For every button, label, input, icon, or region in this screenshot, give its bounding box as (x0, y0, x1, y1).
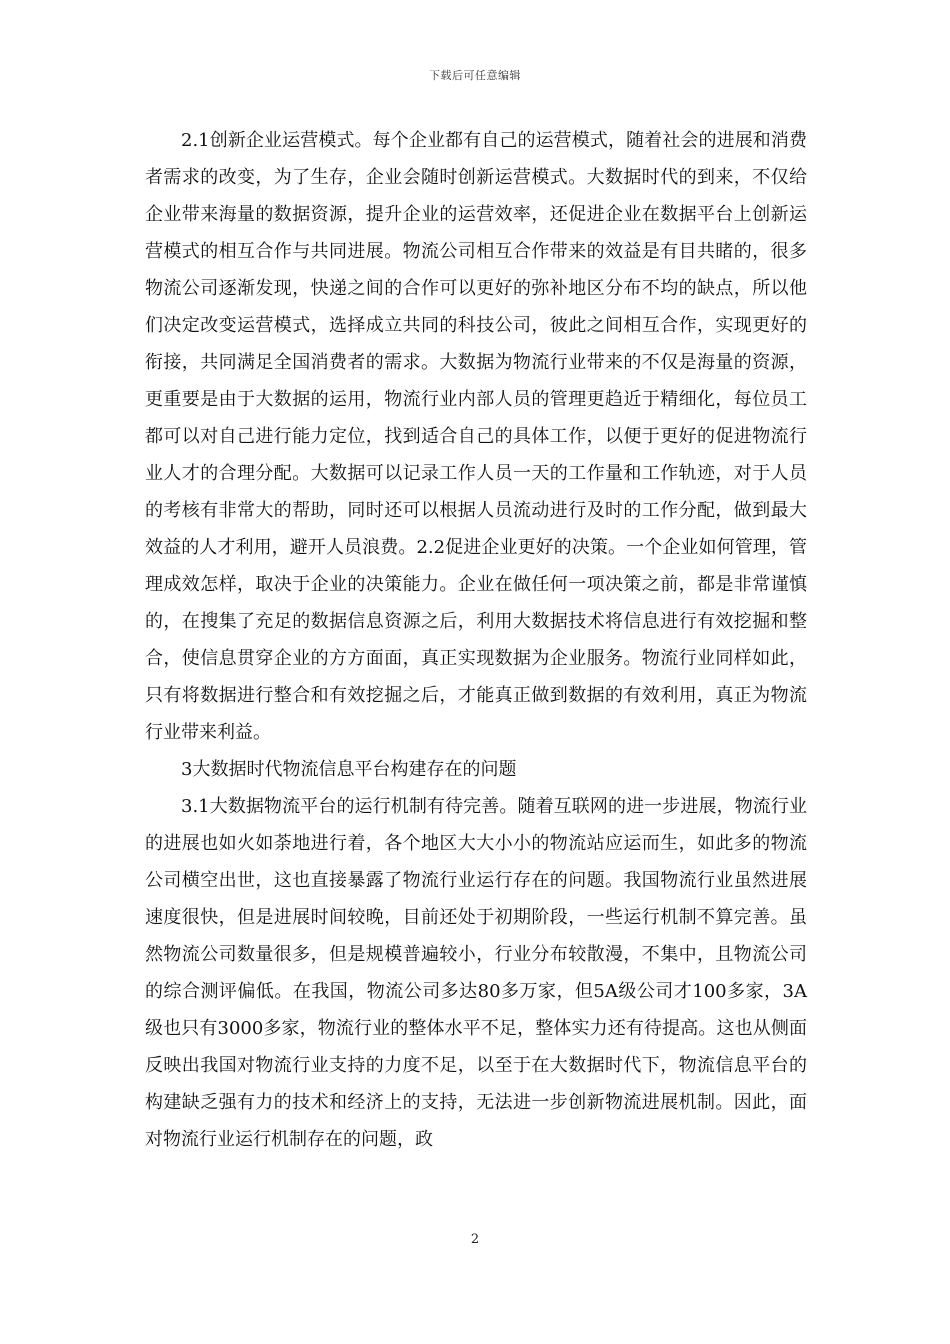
paragraph-section-3-1: 3.1大数据物流平台的运行机制有待完善。随着互联网的进一步进展，物流行业的进展也如火如荼地进行着，各个地区大大小小的物流站应运而生，如此多的物流公司横空出世，这也直接暴露了物流行业运行存在的问题。我国物流行业虽然进展速度很快，但是进展时间较晚，目前还处于初期阶段，一些运行机制不算完善。虽然物流公司数量很多，但是规模普遍较小，行业分布较散漫，不集中，且物流公司的综合测评偏低。在我国，物流公司多达80多万家，但5A级公司才100多家，3A级也只有3000多家，物流行业的整体水平不足，整体实力还有待提高。这也从侧面反映出我国对物流行业支持的力度不足，以至于在大数据时代下，物流信息平台的构建缺乏强有力的技术和经济上的支持，无法进一步创新物流进展机制。因此，面对物流行业运行机制存在的问题，政 (145, 796, 807, 1150)
section-heading-3: 3大数据时代物流信息平台构建存在的问题 (181, 759, 517, 780)
page-header: 下载后可任意编辑 (429, 69, 521, 82)
page-number: 2 (470, 1232, 480, 1247)
paragraph-section-2: 2.1创新企业运营模式。每个企业都有自己的运营模式，随着社会的进展和消费者需求的改变，为了生存，企业会随时创新运营模式。大数据时代的到来，不仅给企业带来海量的数据资源，提升企业的运营效率，还促进企业在数据平台上创新运营模式的相互合作与共同进展。物流公司相互合作带来的效益是有目共睹的，很多物流公司逐渐发现，快递之间的合作可以更好的弥补地区分布不均的缺点，所以他们决定改变运营模式，选择成立共同的科技公司，彼此之间相互合作，实现更好的衔接，共同满足全国消费者的需求。大数据为物流行业带来的不仅是海量的资源，更重要是由于大数据的运用，物流行业内部人员的管理更趋近于精细化，每位员工都可以对自己进行能力定位，找到适合自己的具体工作，以便于更好的促进物流行业人才的合理分配。大数据可以记录工作人员一天的工作量和工作轨迹，对于人员的考核有非常大的帮助，同时还可以根据人员流动进行及时的工作分配，做到最大效益的人才利用，避开人员浪费。2.2促进企业更好的决策。一个企业如何管理，管理成效怎样，取决于企业的决策能力。企业在做任何一项决策之前，都是非常谨慎的，在搜集了充足的数据信息资源之后，利用大数据技术将信息进行有效挖掘和整合，使信息贯穿企业的方方面面，真正实现数据为企业服务。物流行业同样如此，只有将数据进行整合和有效挖掘之后，才能真正做到数据的有效利用，真正为物流行业带来利益。 (145, 130, 807, 743)
document-body (145, 122, 807, 1158)
